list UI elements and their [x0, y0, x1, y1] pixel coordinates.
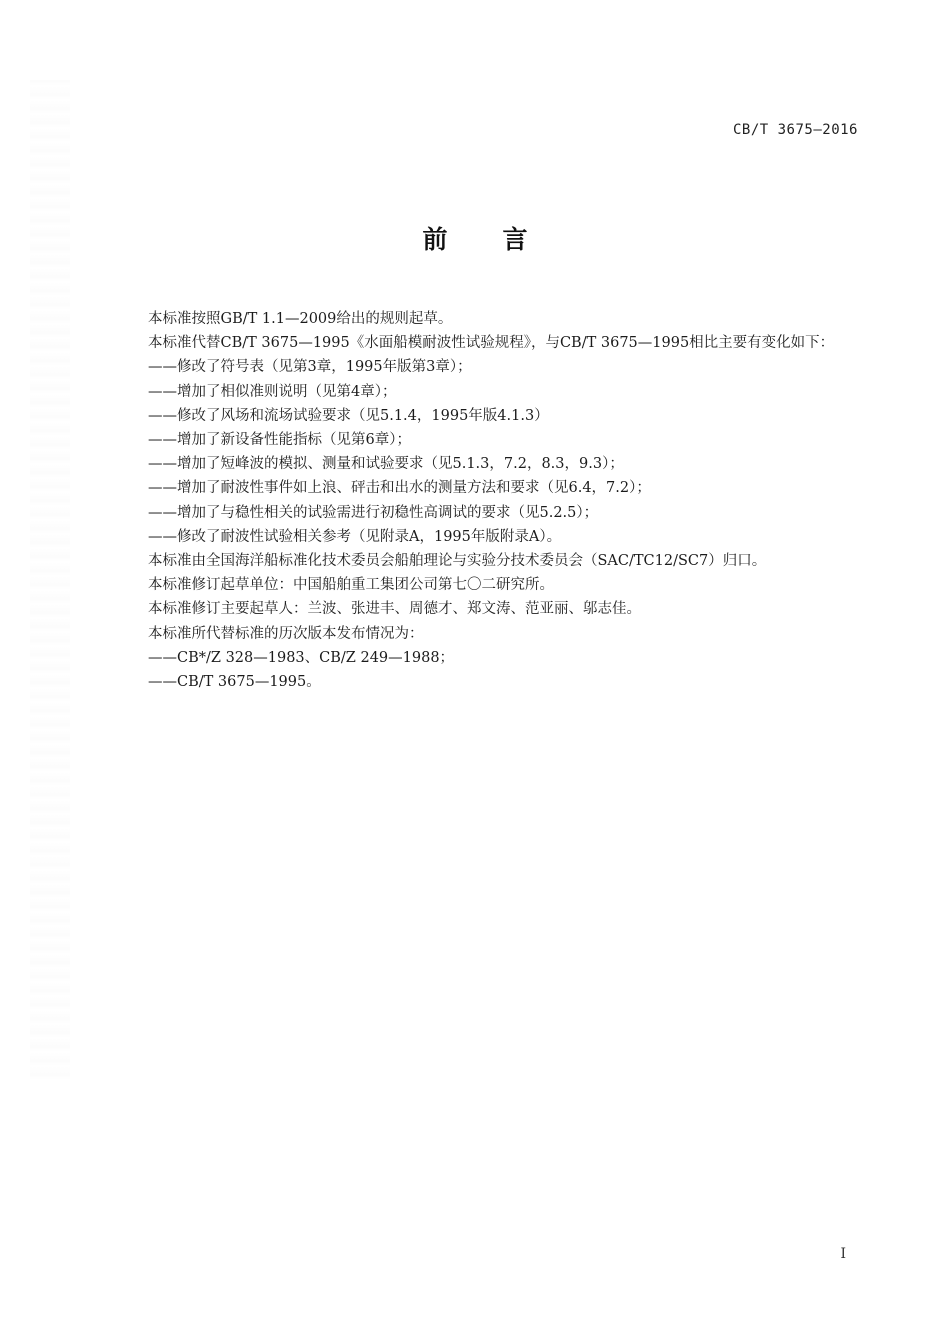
foreword-body: [120, 307, 865, 694]
change-item: ——修改了符号表（见第3章，1995年版第3章）；: [148, 359, 472, 376]
change-item: ——增加了相似准则说明（见第4章）；: [148, 383, 397, 400]
document-code: CB/T 3675—2016: [732, 122, 858, 138]
paragraph-drafting-rules: 本标准按照GB/T 1.1—2009给出的规则起草。: [148, 311, 453, 327]
page-title: 前言: [422, 225, 583, 254]
change-item: ——增加了新设备性能指标（见第6章）；: [148, 432, 411, 449]
paragraph-previous-editions: 本标准所代替标准的历次版本发布情况为：: [148, 625, 424, 642]
paragraph-responsible-committee: 本标准由全国海洋船标准化技术委员会船舶理论与实验分技术委员会（SAC/TC12/SC7）归口。: [148, 553, 767, 570]
page-number: I: [840, 1246, 846, 1262]
change-item: ——增加了耐波性事件如上浪、砰击和出水的测量方法和要求（见6.4，7.2）；: [148, 480, 651, 497]
previous-edition-item: ——CB/T 3675—1995。: [148, 674, 321, 691]
change-item: ——修改了风场和流场试验要求（见5.1.4，1995年版4.1.3）: [148, 407, 549, 424]
paragraph-replacement-summary: 本标准代替CB/T 3675—1995《水面船模耐波性试验规程》，与CB/T 3675—1995相比主要有变化如下：: [148, 335, 835, 352]
paragraph-drafters: 本标准修订主要起草人：兰波、张进丰、周德才、郑文涛、范亚丽、邬志佳。: [148, 601, 641, 618]
change-item: ——增加了与稳性相关的试验需进行初稳性高调试的要求（见5.2.5）；: [148, 504, 599, 521]
previous-edition-item: ——CB*/Z 328—1983、CB/Z 249—1988；: [148, 649, 455, 666]
paragraph-drafting-unit: 本标准修订起草单位：中国船舶重工集团公司第七〇二研究所。: [148, 577, 554, 594]
change-item: ——增加了短峰波的模拟、测量和试验要求（见5.1.3，7.2，8.3，9.3）；: [148, 456, 624, 473]
change-item: ——修改了耐波性试验相关参考（见附录A，1995年版附录A）。: [148, 528, 562, 545]
